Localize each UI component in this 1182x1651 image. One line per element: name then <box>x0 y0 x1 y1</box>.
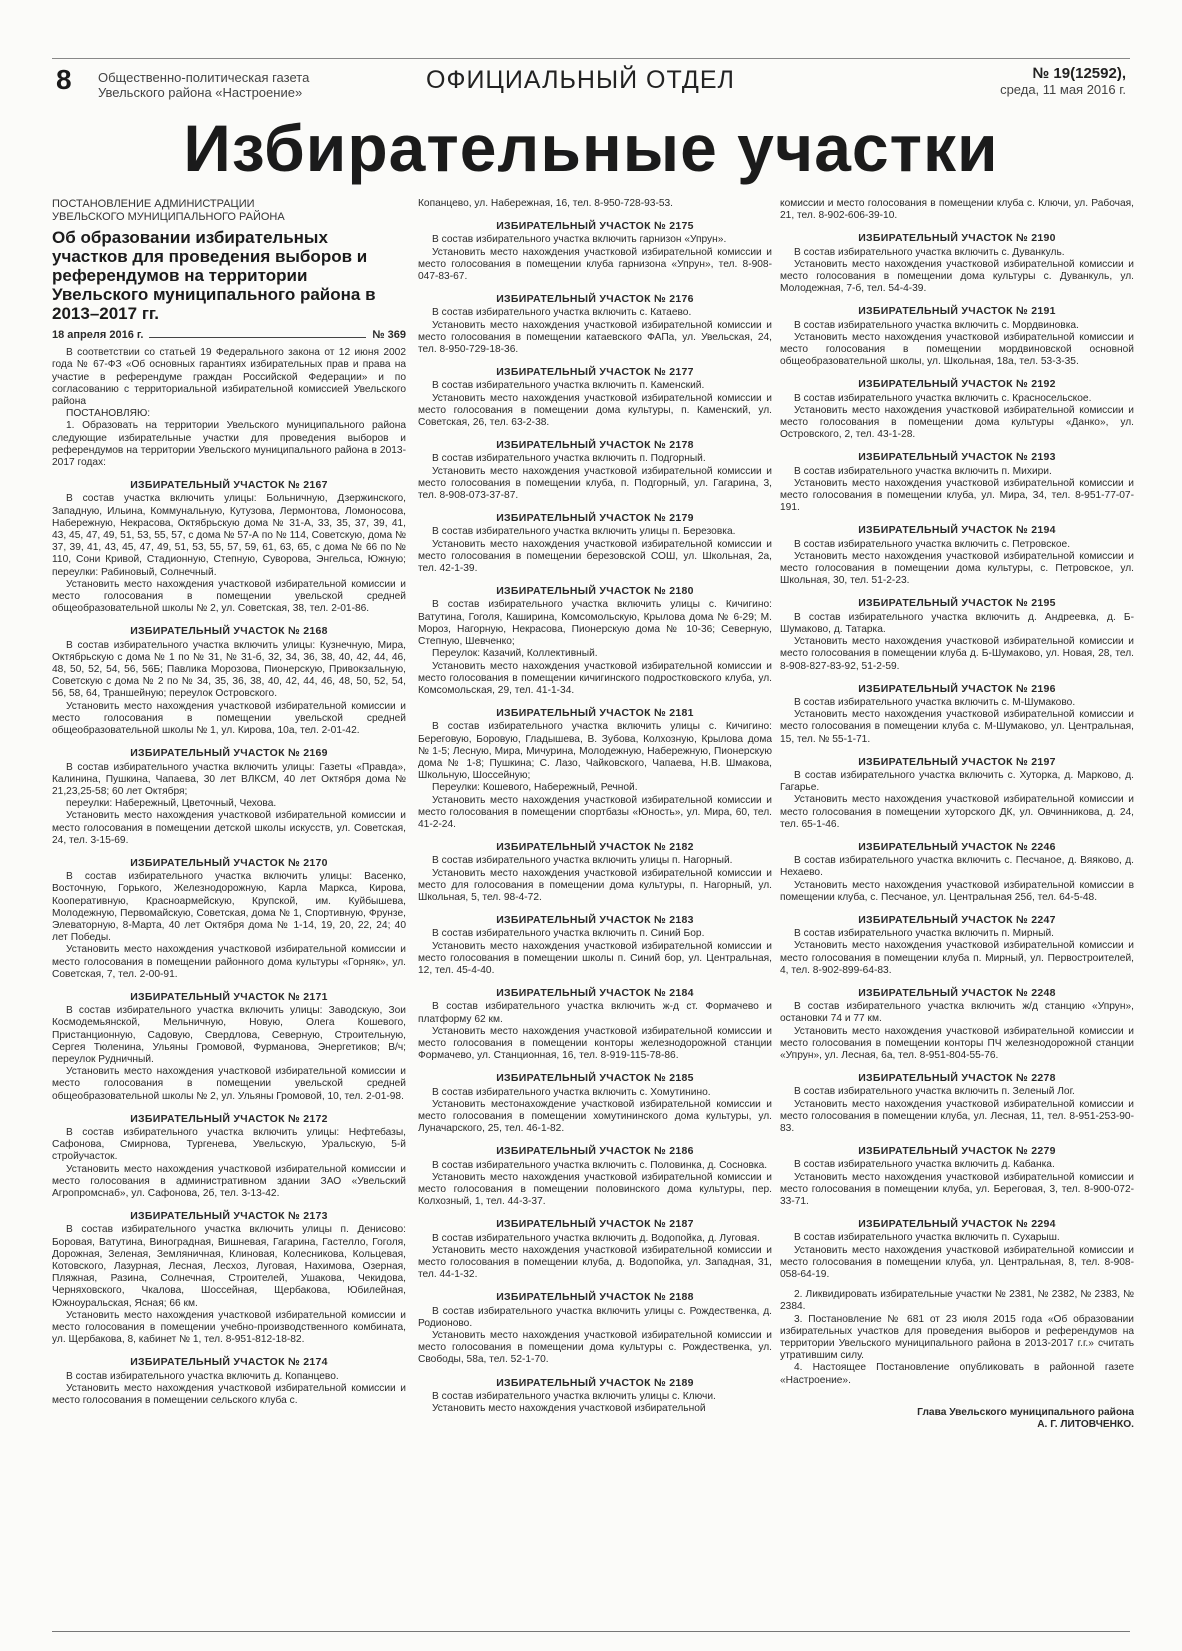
precinct-paragraph: Установить место нахождения участковой избирательной комиссии и место голосования в помещении березовской СОШ, ул. Школьная, 2а, тел. 42-1-39. <box>418 538 772 575</box>
precinct-paragraph: Установить место нахождения участковой избирательной комиссии и место голосования в помещении увельской средней общеобразовательной школы № 2, ул. Ульяны Громовой, 10, тел. 2-01-98. <box>52 1066 406 1102</box>
precinct-paragraph: Установить место нахождения участковой избирательной комиссии и место голосования в помещении дома культуры, с. Петровское, ул. Школьная, 30, тел. 51-2-23. <box>780 550 1134 587</box>
decree-dateline <box>52 329 406 341</box>
precinct-heading: ИЗБИРАТЕЛЬНЫЙ УЧАСТОК № 2278 <box>858 1072 1056 1085</box>
precinct-paragraph: В состав избирательного участка включить улицы с. Рождественка, д. Родионово. <box>418 1305 772 1329</box>
precinct-paragraph: В состав избирательного участка включить ж/д станцию «Упрун», остановки 74 и 77 км. <box>780 1001 1134 1025</box>
precinct-paragraph: В состав избирательного участка включить с. Мордвиновка. <box>794 319 1079 331</box>
page-headline: Избирательные участки <box>183 111 999 185</box>
precinct-paragraph: Установить место нахождения участковой избирательной комиссии и место голосования в помещении учебно-производственного комбината, ул. Щербакова, 8, кабинет № 1, тел. 8-951-812-18-82. <box>52 1309 406 1346</box>
precinct-paragraph: Установить место нахождения участковой избирательной комиссии и место голосования в помещении клуба с. М-Шумаково, ул. Центральная, 15, тел. № 55-1-71. <box>780 709 1134 745</box>
precinct-paragraph: В состав избирательного участка включить улицы с. Кичигино: Береговую, Боровую, Гладышева, В. Зубова, Колхозную, Крылова дома № 1-5; Лесную, Мира, Мичурина, Молодежную, Набережную, Пионерскую дома № 1-8; Пушкина; С. Лазо, Чайковского, Чапаева, Н.В. Шмакова, Школьную, Шоссейную; <box>418 721 772 782</box>
precinct-heading: ИЗБИРАТЕЛЬНЫЙ УЧАСТОК № 2188 <box>496 1291 694 1304</box>
page-number: 8 <box>56 64 72 95</box>
precinct-paragraph: В состав избирательного участка включить п. Синий Бор. <box>432 928 705 940</box>
decree-title: Об образовании избирательных участков для проведения выборов и референдумов на территории Увельского муниципального района в 2013–2017 гг. <box>52 228 376 323</box>
precinct-heading: ИЗБИРАТЕЛЬНЫЙ УЧАСТОК № 2181 <box>496 707 694 720</box>
precinct-heading: ИЗБИРАТЕЛЬНЫЙ УЧАСТОК № 2182 <box>496 841 694 854</box>
precinct-paragraph: Установить место нахождения участковой избирательной комиссии и место голосования в помещении дома культуры с. Дуванкуль, ул. Молодежная, 7-б, тел. 54-4-39. <box>780 258 1134 295</box>
newspaper-name: Общественно-политическая газета Увельского района «Настроение» <box>98 70 310 100</box>
precinct-paragraph: Установить место нахождения участковой избирательной комиссии и место голосования в помещении дома культуры с. Рождественка, ул. Свободы, 58а, тел. 52-1-70. <box>418 1330 772 1366</box>
issue-info <box>1000 66 1126 98</box>
precinct-paragraph: Установить место нахождения участковой избирательной комиссии и место голосования в помещении увельской средней общеобразовательной школы № 2, ул. Советская, 38, тел. 2-01-86. <box>52 578 406 615</box>
precinct-heading: ИЗБИРАТЕЛЬНЫЙ УЧАСТОК № 2175 <box>496 220 694 233</box>
precinct-heading: ИЗБИРАТЕЛЬНЫЙ УЧАСТОК № 2180 <box>496 585 694 598</box>
precinct-paragraph: В состав избирательного участка включить с. Красносельское. <box>794 392 1092 404</box>
precinct-paragraph: В состав избирательного участка включить с. Песчаное, д. Вяяково, д. Нехаево. <box>780 855 1134 879</box>
precinct-heading: ИЗБИРАТЕЛЬНЫЙ УЧАСТОК № 2193 <box>858 451 1056 464</box>
page-header <box>52 64 1130 104</box>
precinct-paragraph: В состав избирательного участка включить п. Сухарыш. <box>794 1232 1060 1244</box>
precinct-paragraph: Установить место нахождения участковой избирательной <box>432 1403 706 1415</box>
final-points <box>780 1289 1134 1387</box>
decree-date: 18 апреля 2016 г. <box>52 329 144 341</box>
precinct-paragraph: Установить место нахождения участковой избирательной комиссии и место голосования в помещении клуба, п. Подгорный, ул. Гагарина, 3, тел. 8-908-073-37-87. <box>418 465 772 502</box>
precinct-paragraph: Установить место нахождения участковой избирательной комиссии и место голосования в помещении спортбазы «Юность», ул. Мира, 60, тел. 41-2-24. <box>418 794 772 830</box>
column-2-sections <box>418 220 772 1415</box>
precinct-paragraph: В состав избирательного участка включить с. М-Шумаково. <box>794 696 1076 708</box>
precinct-paragraph: Установить место нахождения участковой избирательной комиссии и место голосования в помещении катаевского ФАПа, ул. Увельская, 24, тел. 8-950-729-18-36. <box>418 319 772 356</box>
precinct-heading: ИЗБИРАТЕЛЬНЫЙ УЧАСТОК № 2194 <box>858 524 1056 537</box>
precinct-heading: ИЗБИРАТЕЛЬНЫЙ УЧАСТОК № 2168 <box>130 625 328 638</box>
precinct-paragraph: В состав избирательного участка включить улицы: Нефтебазы, Сафонова, Смирнова, Тургенева, Увельскую, Уральскую, 5-й стройучасток. <box>52 1126 406 1163</box>
precinct-heading: ИЗБИРАТЕЛЬНЫЙ УЧАСТОК № 2170 <box>130 856 328 869</box>
precinct-paragraph: Установить место нахождения участковой избирательной комиссии и место голосования в помещении клуба гарнизона «Упрун», тел. 8-908-047-83-67. <box>418 246 772 283</box>
precinct-heading: ИЗБИРАТЕЛЬНЫЙ УЧАСТОК № 2190 <box>858 232 1056 245</box>
precinct-paragraph: В состав избирательного участка включить п. Каменский. <box>432 380 705 392</box>
precinct-paragraph: Установить место нахождения участковой избирательной комиссии и место голосования в помещении дома культуры «Данко», ул. Островского, 2, тел. 43-1-28. <box>780 404 1134 441</box>
precinct-paragraph: В состав избирательного участка включить улицы: Васенко, Восточную, Горького, Железнодорожную, Карла Маркса, Кирова, Кооперативную, Красноармейскую, Крупской, им. Куйбышева, Молодежную, Первомайскую, Советская, дома № 1, Спортивную, Фрунзе, Элеваторную, 8-Марта, 40 лет Октября дома № 1-14, 19, 20, 22, 24; 40 лет Победы. <box>52 871 406 944</box>
precinct-heading: ИЗБИРАТЕЛЬНЫЙ УЧАСТОК № 2187 <box>496 1218 694 1231</box>
precinct-heading: ИЗБИРАТЕЛЬНЫЙ УЧАСТОК № 2192 <box>858 378 1056 391</box>
precinct-paragraph: Установить место нахождения участковой избирательной комиссии и место голосования в помещении сельского клуба с. <box>52 1382 406 1407</box>
precinct-heading: ИЗБИРАТЕЛЬНЫЙ УЧАСТОК № 2195 <box>858 597 1056 610</box>
precinct-paragraph: Установить место нахождения участковой избирательной комиссии и место голосования в помещении районного дома культуры «Горняк», ул. Советская, 7, тел. 2-00-91. <box>52 944 406 980</box>
precinct-paragraph: В состав избирательного участка включить улицы п. Березовка. <box>432 526 736 538</box>
precinct-paragraph: Переулок: Казачий, Коллективный. <box>432 648 598 660</box>
precinct-paragraph: Установить место нахождения участковой избирательной комиссии и место голосования в помещении конторы ПЧ железнодорожной станции «Упрун», ул. Лесная, 6а, тел. 8-951-804-55-76. <box>780 1025 1134 1061</box>
issue-number: № 19(12592), <box>1032 65 1126 82</box>
precinct-paragraph: В состав избирательного участка включить улицы п. Нагорный. <box>432 855 733 867</box>
signature: Глава Увельского муниципального района А. Г. ЛИТОВЧЕНКО. <box>917 1406 1134 1431</box>
precinct-paragraph: В состав избирательного участка включить п. Михири. <box>794 465 1052 477</box>
decree-intro: В соответствии со статьей 19 Федерального закона от 12 июня 2002 года № 67-ФЗ «Об основных гарантиях избирательных прав и права на участие в референдуме граждан Российской Федерации» и по согласованию с территориальной избирательной комиссией Увельского района <box>52 347 406 408</box>
column-3-sections <box>780 232 1134 1281</box>
decree-point-1: 1. Образовать на территории Увельского муниципального района следующие избирательные участки для проведения выборов и референдумов на территории Увельского муниципального района в 2013-2017 годах: <box>52 420 406 469</box>
column-3 <box>780 198 1134 1626</box>
precinct-paragraph: Установить местонахождение участковой избирательной комиссии и место голосования в помещении хомутининского дома культуры, ул. Луначарского, 25, тел. 46-1-82. <box>418 1098 772 1135</box>
column-3-lead: комиссии и место голосования в помещении клуба с. Ключи, ул. Рабочая, 21, тел. 8-902-606-39-10. <box>780 198 1134 222</box>
precinct-heading: ИЗБИРАТЕЛЬНЫЙ УЧАСТОК № 2189 <box>496 1376 694 1389</box>
precinct-paragraph: В состав избирательного участка включить с. Дуванкуль. <box>794 246 1065 258</box>
precinct-paragraph: Установить место нахождения участковой избирательной комиссии и место голосования в помещении школы п. Синий бор, ул. Центральная, 12, тел. 45-4-40. <box>418 940 772 976</box>
decree-resolve: ПОСТАНОВЛЯЮ: <box>66 408 151 420</box>
precinct-paragraph: Установить место нахождения участковой избирательной комиссии и место голосования в помещении клуба, ул. Береговая, 3, тел. 8-900-072-33-71. <box>780 1171 1134 1208</box>
precinct-paragraph: Установить место нахождения участковой избирательной комиссии и место голосования в помещении клуба, д. Водопойка, ул. Западная, 31, тел. 44-1-32. <box>418 1244 772 1281</box>
precinct-paragraph: В состав избирательного участка включить ж-д ст. Формачево и платформу 62 км. <box>418 1001 772 1025</box>
precinct-paragraph: Установить место нахождения участковой избирательной комиссии и место голосования в помещении половинского дома культуры, пер. Колхозный, 1, тел. 44-3-37. <box>418 1171 772 1208</box>
precinct-paragraph: В состав избирательного участка включить п. Подгорный. <box>432 453 706 465</box>
precinct-paragraph: В состав избирательного участка включить улицы с. Ключи. <box>432 1390 716 1402</box>
precinct-heading: ИЗБИРАТЕЛЬНЫЙ УЧАСТОК № 2174 <box>130 1356 328 1369</box>
bottom-rule <box>52 1631 1130 1632</box>
precinct-paragraph: Установить место нахождения участковой избирательной комиссии и место голосования в помещении клуба, ул. Мира, 34, тел. 8-951-77-07-191. <box>780 477 1134 514</box>
precinct-heading: ИЗБИРАТЕЛЬНЫЙ УЧАСТОК № 2179 <box>496 512 694 525</box>
final-point: 4. Настоящее Постановление опубликовать в районной газете «Настроение». <box>780 1362 1134 1386</box>
precinct-heading: ИЗБИРАТЕЛЬНЫЙ УЧАСТОК № 2171 <box>130 990 328 1003</box>
decree-label: ПОСТАНОВЛЕНИЕ АДМИНИСТРАЦИИ УВЕЛЬСКОГО МУНИЦИПАЛЬНОГО РАЙОНА <box>52 198 285 223</box>
precinct-heading: ИЗБИРАТЕЛЬНЫЙ УЧАСТОК № 2279 <box>858 1145 1056 1158</box>
precinct-paragraph: Установить место нахождения участковой избирательной комиссии и место голосования в помещении дома культуры, п. Каменский, ул. Советская, 26, тел. 63-2-38. <box>418 392 772 429</box>
precinct-paragraph: В состав избирательного участка включить с. Половинка, д. Сосновка. <box>432 1159 768 1171</box>
top-rule <box>52 58 1130 59</box>
precinct-paragraph: В состав избирательного участка включить д. Водопойка, д. Луговая. <box>432 1232 760 1244</box>
precinct-paragraph: В состав избирательного участка включить с. Хуторка, д. Марково, д. Гагарье. <box>780 769 1134 794</box>
final-point: 2. Ликвидировать избирательные участки № 2381, № 2382, № 2383, № 2384. <box>780 1289 1134 1313</box>
precinct-heading: ИЗБИРАТЕЛЬНЫЙ УЧАСТОК № 2184 <box>496 987 694 1000</box>
precinct-heading: ИЗБИРАТЕЛЬНЫЙ УЧАСТОК № 2185 <box>496 1072 694 1085</box>
final-point: 3. Постановление № 681 от 23 июля 2015 года «Об образовании избирательных участков для проведения выборов и референдумов на территории Увельского муниципального района в 2013-2017 г.г.» считать утратившим силу. <box>780 1313 1134 1362</box>
precinct-heading: ИЗБИРАТЕЛЬНЫЙ УЧАСТОК № 2248 <box>858 986 1056 999</box>
precinct-paragraph: В состав избирательного участка включить с. Катаево. <box>432 307 692 319</box>
precinct-heading: ИЗБИРАТЕЛЬНЫЙ УЧАСТОК № 2196 <box>858 682 1056 695</box>
precinct-paragraph: Установить место нахождения участковой избирательной комиссии и место голосования в помещении кичигинского подростковского клуба, ул. Комсомольская, 29, тел. 41-1-34. <box>418 660 772 696</box>
precinct-heading: ИЗБИРАТЕЛЬНЫЙ УЧАСТОК № 2186 <box>496 1145 694 1158</box>
precinct-heading: ИЗБИРАТЕЛЬНЫЙ УЧАСТОК № 2183 <box>496 914 694 927</box>
precinct-paragraph: Установить место нахождения участковой избирательной комиссии и место голосования в административном здании ЗАО «Увельский Агропромснаб», ул. Сафонова, 2б, тел. 3-13-42. <box>52 1163 406 1199</box>
precinct-heading: ИЗБИРАТЕЛЬНЫЙ УЧАСТОК № 2191 <box>858 305 1056 318</box>
precinct-paragraph: Установить место нахождения участковой избирательной комиссии и место голосования в помещении клуба, ул. Центральная, 8, тел. 8-908-058-64-19. <box>780 1244 1134 1281</box>
column-1-sections <box>52 479 406 1407</box>
precinct-paragraph: В состав избирательного участка включить п. Зеленый Лог. <box>794 1086 1075 1098</box>
precinct-paragraph: Установить место нахождения участковой избирательной комиссии и место для голосования в помещении дома культуры, п. Нагорный, ул. Школьная, 5, тел. 98-4-72. <box>418 867 772 903</box>
precinct-heading: ИЗБИРАТЕЛЬНЫЙ УЧАСТОК № 2178 <box>496 439 694 452</box>
precinct-paragraph: Установить место нахождения участковой избирательной комиссии и место голосования в помещении клуба д. Б-Шумаково, ул. Новая, 28, тел. 8-908-827-83-92, 51-2-59. <box>780 636 1134 672</box>
precinct-paragraph: В состав избирательного участка включить улицы: Газеты «Правда», Калинина, Пушкина, Чапаева, 30 лет ВЛКСМ, 40 лет Октября дома № 21,23,25-58; 60 лет Октября; <box>52 761 406 797</box>
precinct-heading: ИЗБИРАТЕЛЬНЫЙ УЧАСТОК № 2177 <box>496 366 694 379</box>
precinct-paragraph: В состав избирательного участка включить улицы: Заводскую, Зои Космодемьянской, Мельничную, Новую, Олега Кошевого, Пристанционную, Садовую, Свердлова, Северную, Строительную, Сергея Тюленина, Ульяны Громовой, Фурманова, Энергетиков; В/ч; переулок Рудничный. <box>52 1005 406 1065</box>
precinct-heading: ИЗБИРАТЕЛЬНЫЙ УЧАСТОК № 2294 <box>858 1218 1056 1231</box>
precinct-heading: ИЗБИРАТЕЛЬНЫЙ УЧАСТОК № 2167 <box>130 479 328 492</box>
precinct-heading: ИЗБИРАТЕЛЬНЫЙ УЧАСТОК № 2173 <box>130 1210 328 1223</box>
decree-number: № 369 <box>372 329 406 341</box>
precinct-paragraph: Установить место нахождения участковой избирательной комиссии и место голосования в помещении конторы железнодорожной станции Формачево, ул. Станционная, 16, тел. 8-919-115-78-86. <box>418 1025 772 1062</box>
precinct-heading: ИЗБИРАТЕЛЬНЫЙ УЧАСТОК № 2247 <box>858 913 1056 926</box>
precinct-paragraph: В состав участка включить улицы: Больничную, Дзержинского, Западную, Ильина, Коммунальную, Кутузова, Лермонтова, Ломоносова, Набережную, Некрасова, Октябрьскую дома № 31-А, 33, 35, 37, 39, 41, 43, 45, 47, 49, 51, 53, 55, 57, с дома № 57-А по № 114, Советскую, дома № 37, 39, 41, 43, 45, 47, 49, 51, 53, 55, 57, 59, 61, 63, 65, с дома № 66 по № 110, Сони Кривой, Стадионную, Степную, Суворова, Энгельса, Южную; переулки: Рабиновый, Солнечный. <box>52 493 406 578</box>
precinct-heading: ИЗБИРАТЕЛЬНЫЙ УЧАСТОК № 2197 <box>858 755 1056 768</box>
precinct-paragraph: В состав избирательного участка включить д. Кабанка. <box>794 1159 1055 1171</box>
precinct-paragraph: В состав избирательного участка включить гарнизон «Упрун». <box>432 234 727 246</box>
precinct-paragraph: В состав избирательного участка включить улицы п. Денисово: Боровая, Ватутина, Виноградная, Вишневая, Гагарина, Гастелло, Гоголя, Дорожная, Зеленая, Земляничная, Клиновая, Колесникова, Кольцевая, Котовского, Лазурная, Лесная, Лесхоз, Луговая, Нахимова, Озерная, Пляжная, Разина, Солнечная, Строителей, Ушакова, Чекидова, Черняховского, Чкалова, Шоссейная, Щербакова, Юбилейная, Южноуральская, Ясная; 66 км. <box>52 1224 406 1309</box>
precinct-paragraph: Переулки: Кошевого, Набережный, Речной. <box>432 782 638 794</box>
precinct-heading: ИЗБИРАТЕЛЬНЫЙ УЧАСТОК № 2176 <box>496 293 694 306</box>
precinct-paragraph: В состав избирательного участка включить улицы с. Кичигино: Ватутина, Гоголя, Каширина, Комсомольскую, Крылова дома № 6-29; М. Мороз, Нагорную, Некрасова, Пионерскую дома № 10-36; Северную, Степную, Шевченко; <box>418 599 772 648</box>
precinct-paragraph: В состав избирательного участка включить с. Хомутинино. <box>432 1086 711 1098</box>
precinct-paragraph: Установить место нахождения участковой избирательной комиссии и место голосования в помещении хуторского ДК, ул. Овчинникова, д. 24, тел. 65-1-46. <box>780 794 1134 830</box>
precinct-paragraph: переулки: Набережный, Цветочный, Чехова. <box>66 798 277 810</box>
precinct-paragraph: Установить место нахождения участковой избирательной комиссии в помещении клуба, с. Песчаное, ул. Центральная 25б, тел. 64-5-48. <box>780 879 1134 903</box>
precinct-paragraph: Установить место нахождения участковой избирательной комиссии и место голосования в помещении мордвиновской основной общеобразовательной школы, ул. Школьная, 18а, тел. 53-3-35. <box>780 331 1134 368</box>
precinct-paragraph: В состав избирательного участка включить п. Мирный. <box>794 928 1054 940</box>
section-title: ОФИЦИАЛЬНЫЙ ОТДЕЛ <box>426 66 735 94</box>
column-2 <box>418 198 772 1626</box>
precinct-heading: ИЗБИРАТЕЛЬНЫЙ УЧАСТОК № 2246 <box>858 840 1056 853</box>
precinct-paragraph: В состав избирательного участка включить д. Копанцево. <box>66 1370 339 1382</box>
precinct-paragraph: В состав избирательного участка включить улицы: Кузнечную, Мира, Октябрьскую с дома № 1 по № 31, № 31-б, 32, 34, 36, 38, 40, 42, 44, 46, 48, 50, 52, 54, 56, 56Б; Павлика Морозова, Пионерскую, Привокзальную, Советскую с дома № 2 по № 34, 35, 36, 38, 40, 42, 44, 46, 48, 50, 52, 54, 56, 58, 64, Траншейную; переулок Островского. <box>52 639 406 700</box>
precinct-paragraph: В состав избирательного участка включить с. Петровское. <box>794 538 1071 550</box>
column-2-lead: Копанцево, ул. Набережная, 16, тел. 8-950-728-93-53. <box>418 198 674 209</box>
precinct-paragraph: Установить место нахождения участковой избирательной комиссии и место голосования в помещении увельской средней общеобразовательной школы № 1, ул. Кирова, 10а, тел. 2-01-42. <box>52 700 406 737</box>
issue-date: среда, 11 мая 2016 г. <box>1000 82 1126 97</box>
precinct-paragraph: Установить место нахождения участковой избирательной комиссии и место голосования в помещении клуба п. Мирный, ул. Первостроителей, 4, тел. 8-902-899-64-83. <box>780 940 1134 976</box>
precinct-paragraph: Установить место нахождения участковой избирательной комиссии и место голосования в помещении детской школы искусств, ул. Советская, 24, тел. 3-15-69. <box>52 810 406 846</box>
precinct-paragraph: Установить место нахождения участковой избирательной комиссии и место голосования в помещении клуба, ул. Лесная, 11, тел. 8-951-253-90-83. <box>780 1098 1134 1134</box>
column-1 <box>52 198 406 1626</box>
precinct-paragraph: В состав избирательного участка включить д. Андреевка, д. Б-Шумаково, д. Татарка. <box>780 611 1134 635</box>
precinct-heading: ИЗБИРАТЕЛЬНЫЙ УЧАСТОК № 2172 <box>130 1112 328 1125</box>
precinct-heading: ИЗБИРАТЕЛЬНЫЙ УЧАСТОК № 2169 <box>130 747 328 760</box>
